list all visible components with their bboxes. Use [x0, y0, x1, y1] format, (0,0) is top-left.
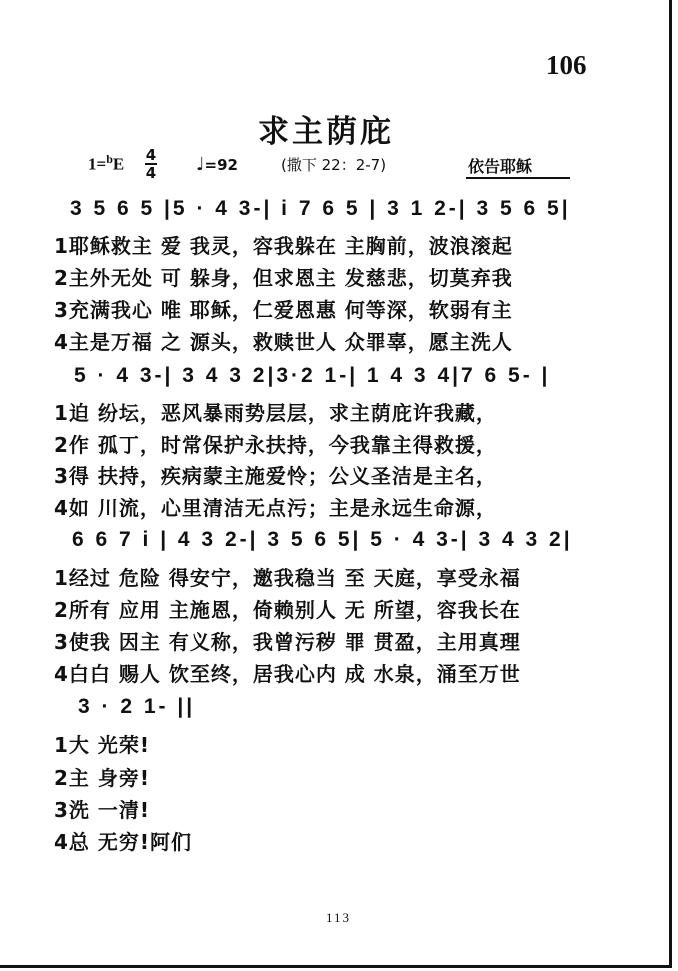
time-signature-bottom: 4	[145, 164, 157, 182]
hymn-title: 求主荫庇	[258, 114, 394, 150]
lyric-line-1-4: 4主是万福 之 源头，救赎世人 众罪辜，愿主洗人	[54, 330, 513, 354]
lyric-line-1-3: 3充满我心 唯 耶稣，仁爱恩惠 何等深，软弱有主	[54, 298, 513, 322]
lyric-line-4-4: 4总 无穷!阿们	[54, 830, 192, 854]
lyric-line-4-2: 2主 身旁!	[54, 766, 150, 790]
lyric-line-3-3: 3使我 因主 有义称，我曾污秽 罪 贯盈，主用真理	[54, 630, 521, 654]
lyric-line-2-2: 2作 孤丁，时常保护永扶持，今我靠主得救援，	[54, 433, 497, 457]
lyric-line-2-4: 4如 川流，心里清洁无点污；主是永远生命源，	[54, 496, 497, 520]
lyric-line-1-1: 1耶稣救主 爱 我灵，容我躲在 主胸前，波浪滚起	[54, 234, 513, 258]
page-number: 113	[326, 910, 352, 925]
lyric-line-4-1: 1大 光荣!	[54, 733, 150, 757]
lyric-line-2-1: 1迫 纷坛，恶风暴雨势层层，求主荫庇许我藏，	[54, 401, 497, 425]
lyric-line-3-2: 2所有 应用 主施恩，倚赖别人 无 所望，容我长在	[54, 598, 521, 622]
key-letter: E	[112, 154, 125, 174]
lyric-line-3-1: 1经过 危险 得安宁，邀我稳当 至 天庭，享受永福	[54, 566, 521, 590]
lyric-line-1-2: 2主外无处 可 躲身，但求恩主 发慈悲，切莫弃我	[54, 266, 513, 290]
notation-line-4: 3 · 2 1- ||	[78, 695, 196, 718]
lyric-line-3-4: 4白白 赐人 饮至终，居我心内 成 水泉，涌至万世	[54, 662, 521, 686]
key-signature	[88, 152, 124, 175]
tune-name-underline	[466, 177, 570, 179]
hymn-number: 106	[546, 50, 587, 80]
key-flat: b	[106, 152, 113, 166]
scripture-reference: (撒下 22：2-7)	[281, 156, 387, 174]
tempo-value: =92	[204, 156, 238, 174]
tune-name: 依告耶稣	[468, 157, 533, 176]
key-prefix: 1=	[88, 154, 107, 174]
tempo-marking	[196, 154, 238, 175]
lyric-line-2-3: 3得 扶持，疾病蒙主施爱怜；公义圣洁是主名，	[54, 464, 497, 488]
time-signature	[145, 148, 157, 180]
notation-line-3: 6 6 7 i | 4 3 2-| 3 5 6 5| 5 · 4 3-| 3 4 3 2|	[72, 528, 573, 551]
time-signature-top: 4	[145, 146, 157, 164]
quarter-note-icon: ♩	[196, 154, 205, 175]
lyric-line-4-3: 3洗 一清!	[54, 798, 150, 822]
notation-line-1: 3 5 6 5 |5 · 4 3-| i 7 6 5 | 3 1 2-| 3 5 6 5|	[70, 197, 571, 220]
notation-line-2: 5 · 4 3-| 3 4 3 2|3·2 1-| 1 4 3 4|7 6 5- |	[74, 364, 551, 387]
